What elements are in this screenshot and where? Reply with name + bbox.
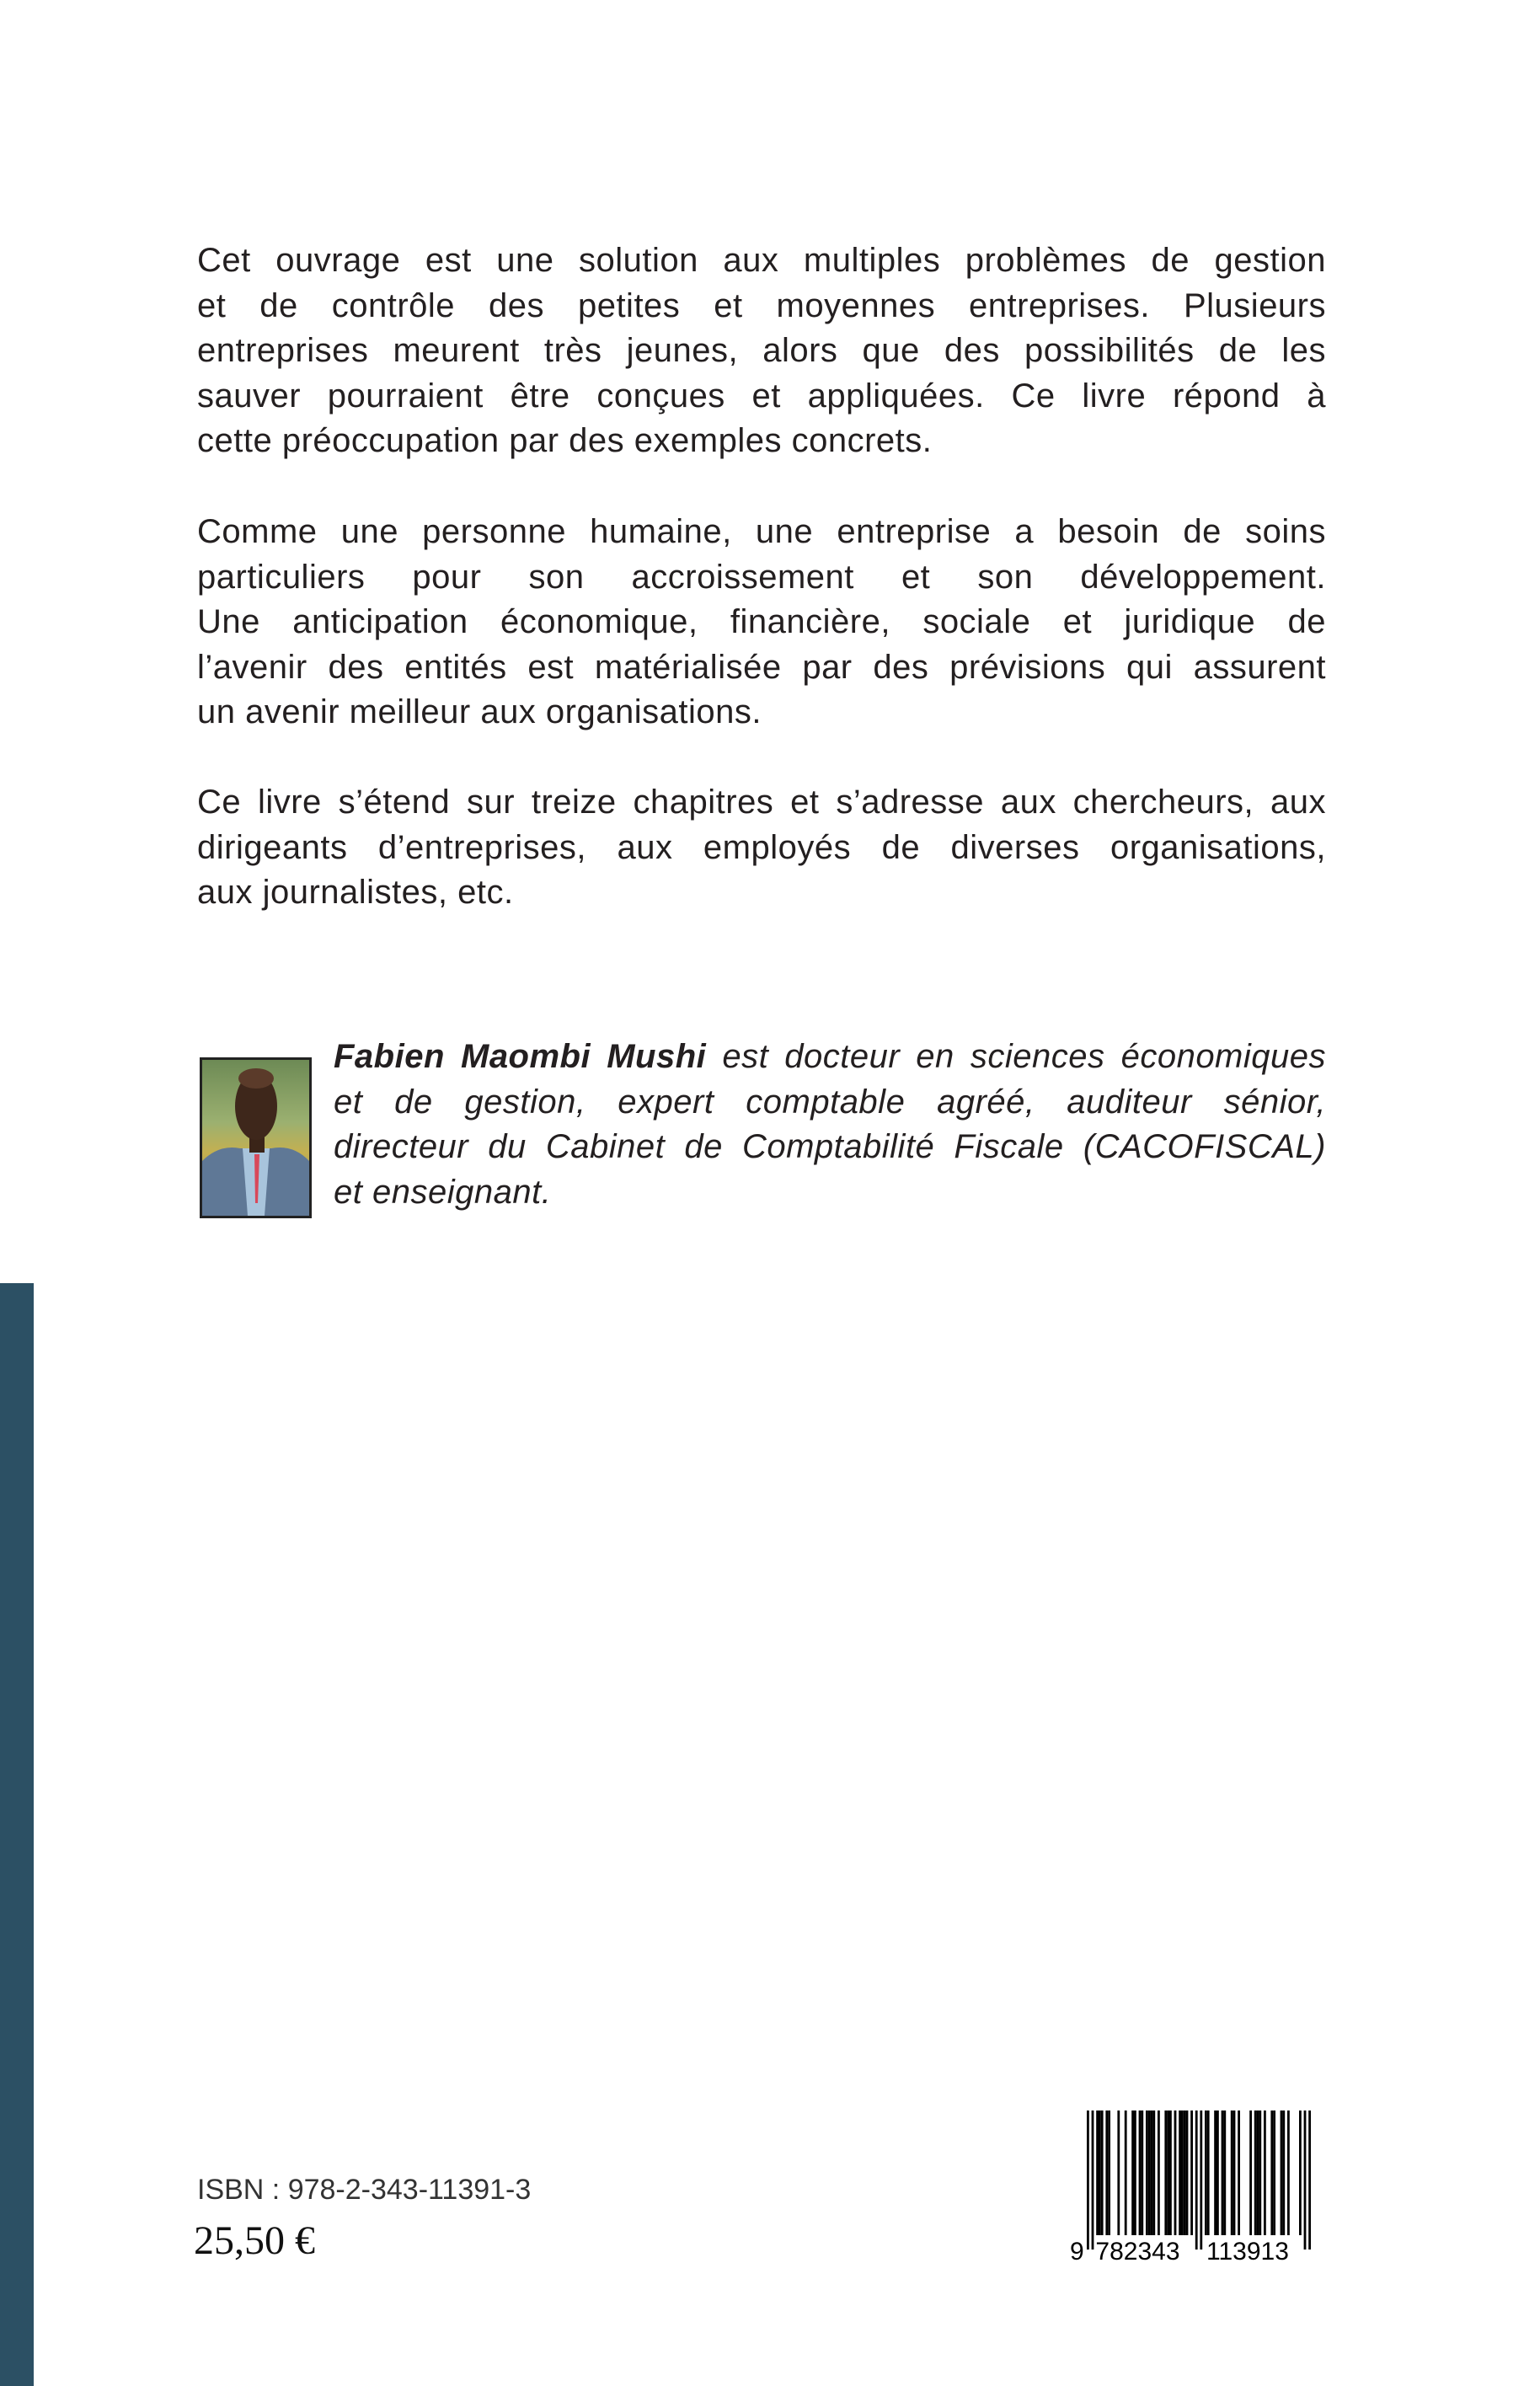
barcode-bar	[1233, 2110, 1236, 2235]
text-line	[334, 1035, 1326, 1080]
barcode-bar	[1164, 2110, 1167, 2235]
barcode-bar	[1087, 2110, 1089, 2250]
text-line: dirigeants d’entreprises, aux employés de diverses organisations,	[197, 828, 1326, 866]
text-line: entreprises meurent très jeunes, alors que des possibilités de les	[197, 332, 1326, 370]
barcode-bar	[1223, 2110, 1226, 2235]
barcode-bar	[1152, 2110, 1155, 2235]
barcode-bar	[1190, 2110, 1193, 2235]
barcode-bar	[1179, 2110, 1181, 2235]
barcode-bar	[1134, 2110, 1136, 2235]
barcode-bar	[1148, 2110, 1151, 2235]
price: 25,50 €	[194, 2218, 315, 2263]
barcode-digits: 782343	[1095, 2238, 1180, 2262]
barcode-bar	[1092, 2110, 1094, 2250]
barcode-bar	[1139, 2110, 1142, 2235]
barcode-bar	[1146, 2110, 1148, 2235]
barcode-bar	[1099, 2110, 1101, 2235]
barcode-digits: 113913	[1206, 2238, 1289, 2262]
barcode-bar	[1304, 2110, 1307, 2250]
text-line: directeur du Cabinet de Comptabilité Fiscale (CACOFISCAL)	[334, 1128, 1326, 1166]
barcode-bar	[1207, 2110, 1210, 2235]
isbn: ISBN : 978-2-343-11391-3	[197, 2174, 532, 2206]
barcode-bar	[1151, 2110, 1153, 2235]
bio-text: est docteur en sciences économiques	[706, 1038, 1327, 1075]
barcode-bar	[1270, 2110, 1273, 2235]
text-line: et de contrôle des petites et moyennes entreprises. Plusieurs	[197, 286, 1326, 324]
barcode-bar	[1117, 2110, 1120, 2235]
barcode-bar	[1131, 2110, 1134, 2235]
text-line: cette préoccupation par des exemples concrets.	[197, 422, 933, 460]
text-line: particuliers pour son accroissement et son développement.	[197, 558, 1326, 596]
barcode-bar	[1169, 2110, 1172, 2235]
barcode-bar	[1158, 2110, 1160, 2235]
barcode-bar	[1273, 2110, 1275, 2235]
barcode-bar	[1249, 2110, 1252, 2235]
barcode-bar	[1167, 2110, 1169, 2235]
text-line: l’avenir des entités est matérialisée par des prévisions qui assurent	[197, 648, 1326, 686]
barcode-bar	[1184, 2110, 1186, 2235]
text-line: aux journalistes, etc.	[197, 874, 514, 912]
barcode-bar	[1096, 2110, 1099, 2235]
text-line: Comme une personne humaine, une entreprise a besoin de soins	[197, 513, 1326, 550]
text-line: un avenir meilleur aux organisations.	[197, 693, 762, 731]
description-paragraph-1	[197, 238, 1326, 464]
barcode-bar	[1281, 2110, 1283, 2235]
spine-color-band	[0, 1283, 34, 2386]
barcode-bar	[1299, 2110, 1302, 2235]
barcode-bar	[1231, 2110, 1233, 2235]
barcode-digits: 9	[1070, 2238, 1084, 2262]
barcode-bar	[1259, 2110, 1261, 2235]
text-line: et de gestion, expert comptable agréé, auditeur sénior,	[334, 1083, 1326, 1121]
author-photo	[200, 1057, 312, 1218]
barcode	[1068, 2106, 1329, 2262]
barcode-bar	[1214, 2110, 1216, 2235]
text-line: et enseignant.	[334, 1173, 552, 1211]
description-paragraph-3	[197, 780, 1326, 916]
barcode-bar	[1308, 2110, 1311, 2250]
barcode-bar	[1257, 2110, 1259, 2235]
text-line: Cet ouvrage est une solution aux multiples problèmes de gestion	[197, 242, 1326, 279]
text-line: Une anticipation économique, financière, sociale et juridique de	[197, 603, 1326, 641]
text-line: sauver pourraient être conçues et appliquées. Ce livre répond à	[197, 377, 1326, 415]
barcode-bar	[1205, 2110, 1207, 2235]
barcode-bar	[1108, 2110, 1110, 2235]
barcode-bar	[1141, 2110, 1143, 2235]
author-bio	[334, 1035, 1326, 1215]
barcode-bar	[1287, 2110, 1290, 2235]
barcode-bar	[1222, 2110, 1224, 2235]
barcode-bar	[1282, 2110, 1285, 2235]
description-paragraph-2	[197, 510, 1326, 736]
barcode-bar	[1181, 2110, 1184, 2235]
barcode-bar	[1195, 2110, 1198, 2250]
barcode-bar	[1105, 2110, 1108, 2235]
barcode-bar	[1264, 2110, 1266, 2235]
barcode-bar	[1101, 2110, 1104, 2235]
barcode-bar	[1186, 2110, 1189, 2235]
barcode-bar	[1238, 2110, 1240, 2235]
barcode-bar	[1200, 2110, 1202, 2250]
barcode-bar	[1174, 2110, 1177, 2235]
barcode-bar	[1254, 2110, 1257, 2235]
author-name: Fabien Maombi Mushi	[334, 1038, 707, 1075]
text-line: Ce livre s’étend sur treize chapitres et s’adresse aux chercheurs, aux	[197, 784, 1326, 821]
barcode-bar	[1216, 2110, 1219, 2235]
barcode-bar	[1125, 2110, 1127, 2235]
